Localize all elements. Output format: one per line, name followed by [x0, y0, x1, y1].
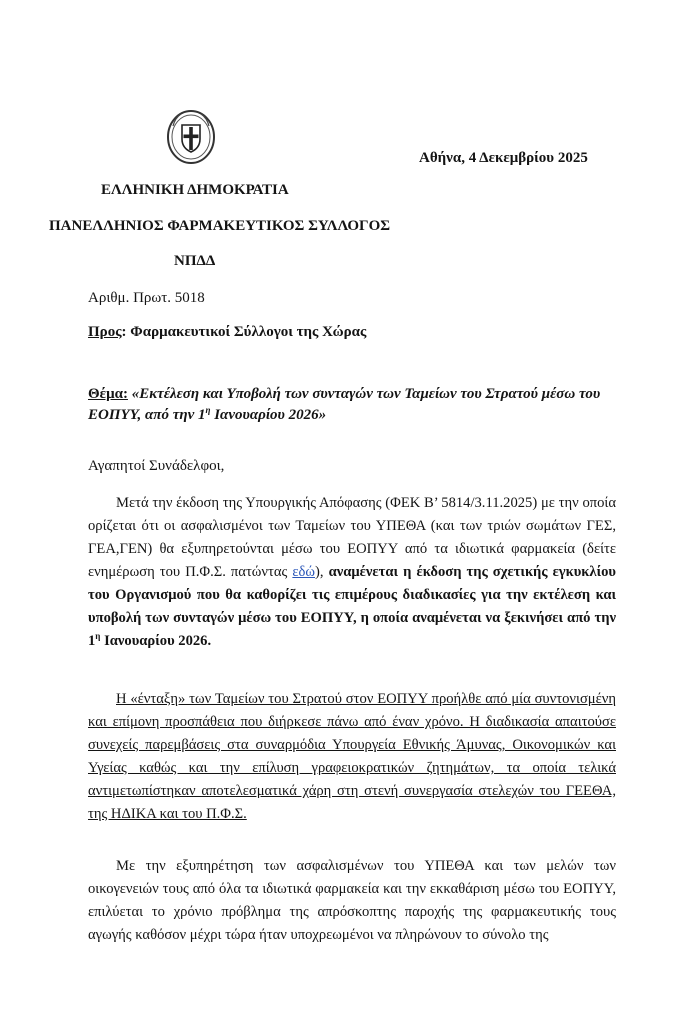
protocol-number: Αριθμ. Πρωτ. 5018 [88, 290, 205, 306]
paragraph-decision-text: Μετά την έκδοση της Υπουργικής Απόφασης (ΦΕΚ Β’ 5814/3.11.2025) με την οποία ορίζεται ότι οι ασφαλισμένοι των Ταμείων του ΥΠΕΘΑ (και των τριών σωμάτων ΓΕΣ, ΓΕΑ,ΓΕΝ) θα εξυπηρετούνται μέσω του ΕΟΠΥΥ από τα ιδιωτικά φαρμακεία (δείτε ενημέρωση του Π.Φ.Σ. πατώντας [88, 495, 616, 580]
paragraph-decision-superscript: η [95, 631, 101, 642]
paragraph-service [88, 855, 616, 947]
paragraph-integration [88, 688, 616, 826]
letter-date: Αθήνα, 4 Δεκεμβρίου 2025 [419, 150, 588, 166]
recipient-label: Προς [88, 324, 122, 340]
subject-text: «Εκτέλεση και Υποβολή των συνταγών των Ταμείων του Στρατού μέσω του ΕΟΠΥΥ, από την 1 [88, 386, 601, 423]
subject-line [88, 384, 620, 426]
paragraph-integration-text: Η «ένταξη» των Ταμείων του Στρατού στον ΕΟΠΥΥ προήλθε από μία συντονισμένη και επίμονη προσπάθεια που διήρκεσε πάνω από έναν χρόνο. Η διαδικασία απαιτούσε συνεχείς παρεμβάσεις στα συναρμόδια Υπουργεία Εθνικής Άμυνας, Οικονομικών και Υγείας καθώς και την επίλυση γραφειοκρατικών ζητημάτων, τα οποία τελικά αντιμετωπίστηκαν αποτελεσματικά χάρη στη στενή συνεργασία στελεχών του ΓΕΕΘΑ, της ΗΔΙΚΑ και του Π.Φ.Σ. [88, 691, 616, 822]
association-heading: ΠΑΝΕΛΛΗΝΙΟΣ ΦΑΡΜΑΚΕΥΤΙΚΟΣ ΣΥΛΛΟΓΟΣ [49, 218, 391, 234]
paragraph-decision-text-2: ), [315, 564, 329, 580]
greeting: Αγαπητοί Συνάδελφοι, [88, 458, 225, 474]
recipient-value: : Φαρμακευτικοί Σύλλογοι της Χώρας [121, 324, 367, 340]
here-link[interactable]: εδώ [292, 564, 315, 580]
paragraph-decision [88, 492, 616, 653]
subject-superscript: η [205, 405, 211, 415]
subject-text-end: Ιανουαρίου 2026» [210, 407, 327, 423]
department-heading: ΝΠΔΔ [174, 253, 216, 269]
paragraph-decision-bold-end: Ιανουαρίου 2026. [100, 633, 212, 649]
subject-label: Θέμα: [88, 386, 128, 402]
paragraph-decision-bold: αναμένεται η έκδοση της σχετικής εγκυκλίου του Οργανισμού που θα καθορίζει τις επιμέρους διαδικασίες για την εκτέλεση και υποβολή των συνταγών μέσω του ΕΟΠΥΥ, η οποία αναμένεται να ξεκινήσει από την 1 [88, 564, 616, 649]
recipient-line [88, 324, 366, 341]
republic-heading: ΕΛΛΗΝΙΚΗ ΔΗΜΟΚΡΑΤΙΑ [101, 182, 289, 198]
greek-coat-of-arms-icon [165, 106, 217, 166]
paragraph-service-text: Με την εξυπηρέτηση των ασφαλισμένων του ΥΠΕΘΑ και των μελών των οικογενειών τους από όλα τα ιδιωτικά φαρμακεία και την εκκαθάριση μέσω του ΕΟΠΥΥ, επιλύεται το χρόνιο πρόβλημα της απρόσκοπτης παροχής της φαρμακευτικής τους αγωγής καθόσον μέχρι τώρα ήταν υποχρεωμένοι να πληρώνουν το σύνολο της [88, 858, 616, 943]
